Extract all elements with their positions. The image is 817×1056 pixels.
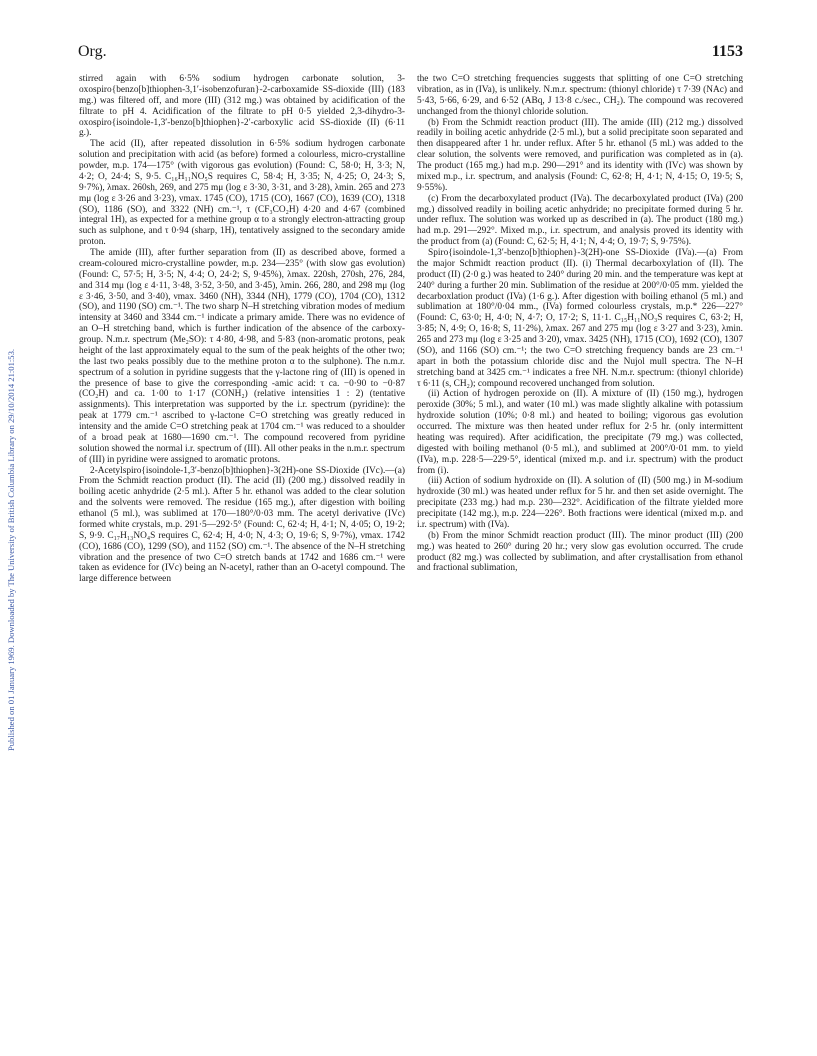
provenance-watermark (4, 150, 18, 950)
paragraph: (c) From the decarboxylated product (IVa). The decarboxylated product (IVa) (200 mg.) dissolved readily in boiling acetic anhydride; no precipitate formed during 5 hr. under reflux. The solution was worked up as described in (a). The product (180 mg.) had m.p. 291—292°. Mixed m.p., i.r. spectrum, and analysis proved its identity with the product from (a) (Found: C, 62·5; H, 4·1; N, 4·4; O, 19·7; S, 9·75%). (417, 193, 743, 248)
paragraph: stirred again with 6·5% sodium hydrogen carbonate solution, 3-oxospiro{benzo[b]thiophen-3,1′-isobenzofuran}-2-carboxamide SS-dioxide (III) (183 mg.) was filtered off, and more (III) (312 mg.) was obtained by acidification of the filtrate to pH 4. Acidification of the filtrate to pH 0·5 yielded 2,3-dihydro-3-oxospiro{isoindole-1,3′-benzo[b]thiophen}-2′-carboxylic acid SS-dioxide (II) (6·11 g.). (79, 74, 405, 139)
journal-section: Org. (78, 43, 107, 60)
paragraph: Spiro{isoindole-1,3′-benzo[b]thiophen}-3(2H)-one SS-Dioxide (IVa).—(a) From the major Schmidt reaction product (II). (i) Thermal decarboxylation of (II). The product (II) (2·0 g.) was heated to 240° during 20 min. and the temperature was kept at 240° during a further 20 min. Sublimation of the residue at 200°/0·05 mm. yielded the decarboxlation product (IVa) (1·6 g.). After digestion with boiling ethanol (5 ml.) and sublimation at 180°/0·04 mm., (IVa) formed colourless crystals, m.p.* 226—227° (Found: C, 63·0; H, 4·0; N, 4·7; O, 17·2; S, 11·1. C₁₅H₁₁NO₃S requires C, 63·2; H, 3·85; N, 4·9; O, 16·8; S, 11·2%), λmax. 267 and 275 mμ (log ε 3·27 and 3·23), λmin. 265 and 273 mμ (log ε 3·25 and 3·20), νmax. 3425 (NH), 1715 (CO), 1692 (CO), 1307 (SO), and 1166 (SO) cm.⁻¹; the two C=O stretching frequency bands are 23 cm.⁻¹ apart in both the potassium chloride disc and the Nujol mull spectra. The N–H stretching band at 3425 cm.⁻¹ indicates a free NH. N.m.r. spectrum: (thionyl chloride) τ 6·11 (s, CH₂); compound recovered unchanged from solution. (417, 248, 743, 389)
paragraph: (iii) Action of sodium hydroxide on (II). A solution of (II) (500 mg.) in M-sodium hydroxide (30 ml.) was heated under reflux for 5 hr. and then set aside overnight. The precipitate (233 mg.) had m.p. 230—232°. Acidification of the filtrate yielded more precipitate (142 mg.), m.p. 224—226°. Both fractions were identical (mixed m.p. and i.r. spectrum) with (IVa). (417, 476, 743, 530)
paragraph: 2-Acetylspiro{isoindole-1,3′-benzo[b]thiophen}-3(2H)-one SS-Dioxide (IVc).—(a) From the Schmidt reaction product (II). The acid (II) (200 mg.) dissolved readily in boiling acetic anhydride (2·5 ml.). After 5 hr. ethanol was added to the clear solution and the solvents were removed. The residue (165 mg.), after digestion with boiling ethanol (5 ml.), was sublimed at 170—180°/0·03 mm. The acetyl derivative (IVc) formed white crystals, m.p. 291·5—292·5° (Found: C, 62·4; H, 4·1; N, 4·05; O, 19·2; S, 9·9. C₁₇H₁₃NO₄S requires C, 62·4; H, 4·0; N, 4·3; O, 19·6; S, 9·7%), νmax. 1742 (CO), 1686 (CO), 1299 (SO), and 1152 (SO) cm.⁻¹. The absence of the N–H stretching vibration and the presence of two C=O stretch bands at 1742 and 1686 cm.⁻¹ were taken as evidence for (IVc) being an N-acetyl, rather than an O-acetyl compound. The large difference between (79, 465, 405, 585)
page-number: 1153 (711, 43, 743, 60)
paragraph: the two C=O stretching frequencies suggests that splitting of one C=O stretching vibration, as in (IVa), is unlikely. N.m.r. spectrum: (thionyl chloride) τ 7·39 (NAc) and 5·43, 5·66, 6·29, and 6·52 (ABq, J 13·8 c./sec., CH₂). The compound was recovered unchanged from the thionyl chloride solution. (417, 74, 743, 117)
paragraph: The acid (II), after repeated dissolution in 6·5% sodium hydrogen carbonate solution and precipitation with acid (as before) formed a colourless, micro-crystalline powder, m.p. 174—175° (with vigorous gas evolution) (Found: C, 58·0; H, 3·3; N, 4·2; O, 24·4; S, 9·5. C₁₆H₁₁NO₅S requires C, 58·4; H, 3·35; N, 4·25; O, 24·3; S, 9·7%), λmax. 260sh, 269, and 275 mμ (log ε 3·30, 3·31, and 3·28), λmin. 265 and 273 mμ (log ε 3·26 and 3·23), νmax. 1745 (CO), 1715 (CO), 1667 (CO), 1639 (CO), 1318 (SO), 1186 (SO), and 3322 (NH) cm.⁻¹, τ (CF₃CO₂H) 4·20 and 4·67 (combined integral 1H), as expected for a methine group α to a strongly electron-attracting group such as sulphone, and τ 0·94 (sharp, 1H), tentatively assigned to the secondary amide proton. (79, 139, 405, 248)
provenance-text: Published on 01 January 1969. Downloaded by The University of British Columbia Library on 29/10/2014 21:01:53. (6, 348, 16, 752)
paragraph: (b) From the Schmidt reaction product (III). The amide (III) (212 mg.) dissolved readily in boiling acetic anhydride (2·5 ml.), but a solid precipitate soon separated and then disappeared after 1 hr. under reflux. After 5 hr. ethanol (5 ml.) was added to the clear solution, the solvents were removed, and purification was completed as in (a). The product (165 mg.) had m.p. 290—291° and its identity with (IVc) was shown by mixed m.p., i.r. spectrum, and analysis (Found: C, 62·8; H, 4·1; N, 4·15; O, 19·5; S, 9·55%). (417, 117, 743, 193)
left-column (79, 74, 405, 585)
paragraph: (b) From the minor Schmidt reaction product (III). The minor product (III) (200 mg.) was heated to 260° during 20 hr.; very slow gas evolution occurred. The crude product (82 mg.) was collected by sublimation, and after crystallisation from ethanol and fractional sublimation, (417, 530, 743, 574)
right-column (417, 74, 743, 574)
paragraph: (ii) Action of hydrogen peroxide on (II). A mixture of (II) (150 mg.), hydrogen peroxide (30%; 5 ml.), and water (10 ml.) was made slightly alkaline with potassium hydroxide solution (10%; 0·8 ml.) and heated to boiling; vigorous gas evolution occurred. The mixture was then heated under reflux for 2·5 hr. (only intermittent heating was required). After acidification, the precipitate (79 mg.) was collected, digested with boiling methanol (0·5 ml.), and sublimed at 200°/0·01 mm. to yield (IVa), m.p. 228·5—229·5°, identical (mixed m.p. and i.r. spectrum) with the product from (i). (417, 389, 743, 476)
paragraph: The amide (III), after further separation from (II) as described above, formed a cream-coloured micro-crystalline powder, m.p. 234—235° (with slow gas evolution) (Found: C, 57·5; H, 3·5; N, 4·4; O, 24·2; S, 9·45%), λmax. 220sh, 270sh, 276, 284, and 314 mμ (log ε 4·11, 3·48, 3·52, 3·50, and 3·45), λmin. 266, 280, and 298 mμ (log ε 3·46, 3·50, and 3·40), νmax. 3460 (NH), 3344 (NH), 1779 (CO), 1704 (CO), 1312 (SO), and 1190 (SO) cm.⁻¹. The two sharp N–H stretching vibration modes of medium intensity at 3460 and 3344 cm.⁻¹ indicate a primary amide. There was no evidence of an O–H stretching band, which is further indication of the absence of the carboxy-group. N.m.r. spectrum (Me₂SO): τ 4·80, 4·98, and 5·83 (non-aromatic protons, peak height of the last approximately equal to the sum of the peak heights of the other two; the last two peaks possibly due to the methine proton α to the sulphone). The n.m.r. spectrum of a solution in pyridine suggests that the γ-lactone ring of (III) is opened in the presence of base to give the corresponding -amic acid: τ ca. −0·90 to −0·87 (CO₂H) and ca. 1·00 to 1·17 (CONH₂) (relative intensities 1 : 2) (tentative assignments). This interpretation was supported by the i.r. spectrum (pyridine): the peak at 1779 cm.⁻¹ ascribed to γ-lactone C=O stretching was greatly reduced in intensity and the amide C=O stretching peak at 1704 cm.⁻¹ was reduced to a shoulder of a broad peak at 1680—1690 cm.⁻¹. The compound recovered from pyridine solution showed the normal i.r. spectrum of (III). All other peaks in the n.m.r. spectrum of (III) in pyridine were assigned to aromatic protons. (79, 248, 405, 465)
